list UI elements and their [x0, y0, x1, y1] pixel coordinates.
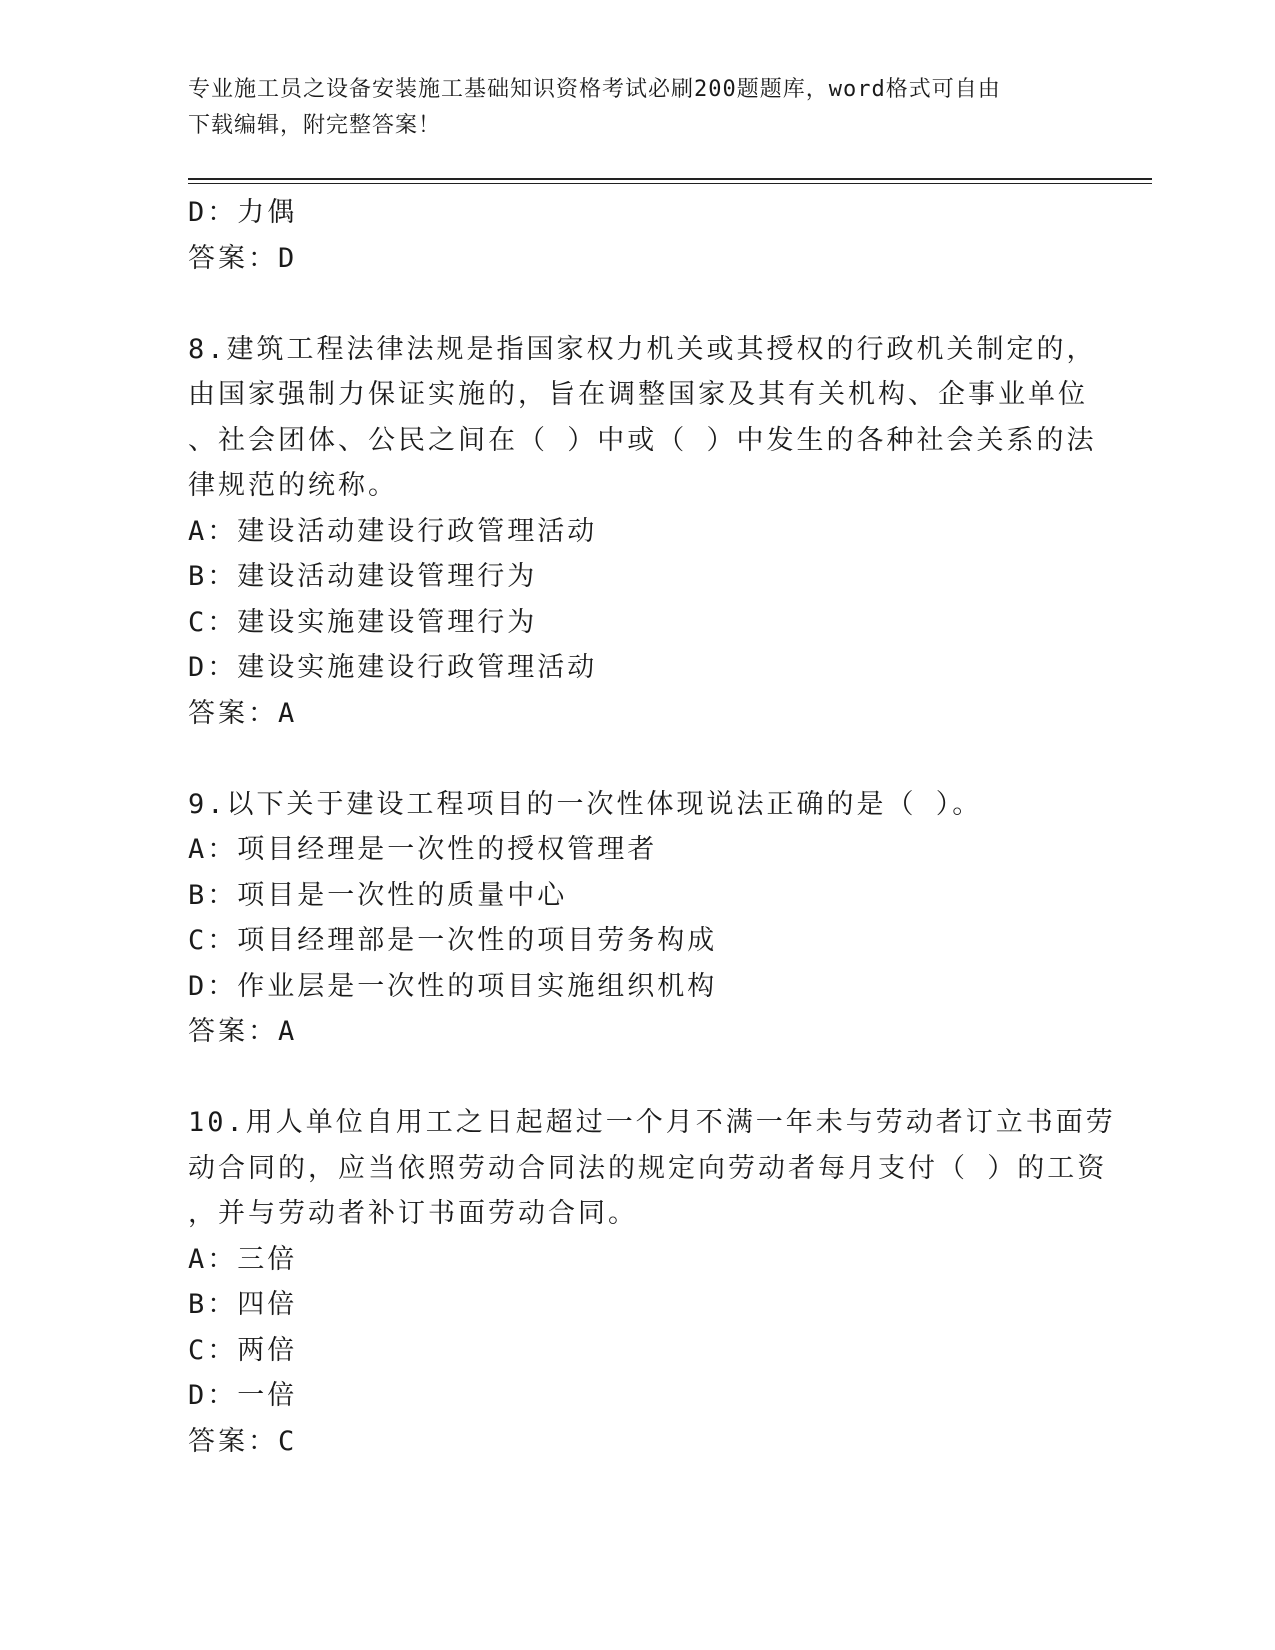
question-text: ，并与劳动者补订书面劳动合同。: [188, 1198, 638, 1229]
option-b: B：建设活动建设管理行为: [188, 561, 538, 592]
spacer: [188, 281, 1108, 327]
spacer: [188, 1055, 1108, 1101]
question-text: 、社会团体、公民之间在（ ）中或（ ）中发生的各种社会关系的法: [188, 424, 1097, 456]
option-d: D：建设实施建设行政管理活动: [188, 652, 598, 683]
answer: 答案：A: [188, 697, 298, 729]
option-c: C：项目经理部是一次性的项目劳务构成: [188, 925, 718, 956]
question-8: [188, 327, 1108, 737]
question-text: 9.以下关于建设工程项目的一次性体现说法正确的是（ ）。: [188, 788, 983, 820]
question-text: 律规范的统称。: [188, 470, 398, 501]
header-divider-thin: [188, 183, 1152, 184]
header-divider: [188, 178, 1152, 180]
document-body: [188, 190, 1116, 1464]
question-text: 10.用人单位自用工之日起超过一个月不满一年未与劳动者订立书面劳: [188, 1107, 1116, 1138]
spacer: [188, 736, 1108, 782]
option-b: B：项目是一次性的质量中心: [188, 879, 568, 911]
header-line-1: 专业施工员之设备安装施工基础知识资格考试必刷200题题库，word格式可自由: [188, 77, 1001, 102]
option-d: D：作业层是一次性的项目实施组织机构: [188, 970, 718, 1002]
option-a: A：三倍: [188, 1243, 298, 1275]
answer: 答案：A: [188, 1016, 298, 1047]
option-a: A：项目经理是一次性的授权管理者: [188, 834, 658, 865]
answer-prev: 答案：D: [188, 242, 298, 274]
option-d: D：一倍: [188, 1380, 298, 1411]
option-c: C：两倍: [188, 1334, 298, 1366]
answer: 答案：C: [188, 1425, 298, 1457]
question-text: 8.建筑工程法律法规是指国家权力机关或其授权的行政机关制定的，: [188, 333, 1097, 365]
question-9: [188, 782, 1108, 1055]
option-a: A：建设活动建设行政管理活动: [188, 515, 598, 547]
question-text: 动合同的，应当依照劳动合同法的规定向劳动者每月支付（ ）的工资: [188, 1152, 1108, 1184]
header-line-2: 下载编辑，附完整答案！: [188, 113, 442, 138]
option-b: B：四倍: [188, 1289, 298, 1320]
question-10: [188, 1100, 1116, 1464]
option-c: C：建设实施建设管理行为: [188, 606, 538, 638]
page-header: [188, 72, 1088, 144]
option-d-prev: D：力偶: [188, 197, 298, 228]
question-text: 由国家强制力保证实施的，旨在调整国家及其有关机构、企事业单位: [188, 379, 1088, 410]
